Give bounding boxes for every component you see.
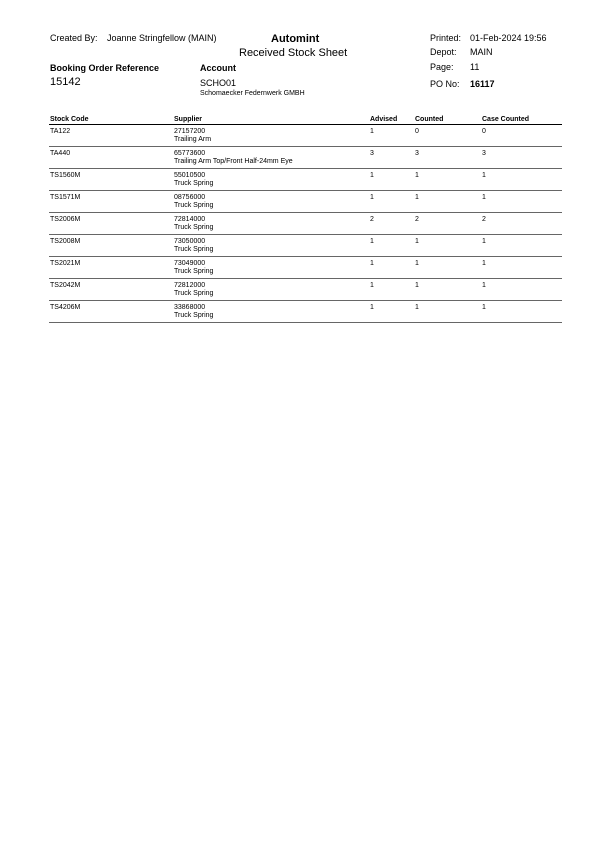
supplier-cell <box>173 147 369 169</box>
depot-value: MAIN <box>470 47 493 57</box>
supplier-cell <box>173 257 369 279</box>
supplier-cell <box>173 191 369 213</box>
item-description: Truck Spring <box>174 224 214 231</box>
counted-cell: 1 <box>414 169 481 191</box>
counted-cell: 3 <box>414 147 481 169</box>
stock-code-cell: TS1560M <box>49 169 173 191</box>
advised-cell: 1 <box>369 279 414 301</box>
po-value: 16117 <box>470 79 495 89</box>
item-description: Trailing Arm Top/Front Half-24mm Eye <box>174 158 293 165</box>
stock-code-cell: TS2042M <box>49 279 173 301</box>
advised-cell: 1 <box>369 191 414 213</box>
case-counted-cell: 0 <box>481 125 562 147</box>
counted-cell: 1 <box>414 301 481 323</box>
item-description: Truck Spring <box>174 202 214 209</box>
table-row <box>49 279 562 301</box>
case-counted-cell: 1 <box>481 235 562 257</box>
table-row <box>49 301 562 323</box>
stock-code-cell: TA122 <box>49 125 173 147</box>
supplier-code: 33868000 <box>174 304 206 311</box>
counted-cell: 0 <box>414 125 481 147</box>
advised-cell: 1 <box>369 301 414 323</box>
advised-cell: 1 <box>369 235 414 257</box>
supplier-code: 73050000 <box>174 238 206 245</box>
item-description: Truck Spring <box>174 312 214 319</box>
table-row <box>49 169 562 191</box>
created-by-value: Joanne Stringfellow (MAIN) <box>107 33 217 43</box>
stock-code-cell: TS1571M <box>49 191 173 213</box>
column-header-stock-code: Stock Code <box>49 114 173 125</box>
supplier-code: 08756000 <box>174 194 206 201</box>
counted-cell: 1 <box>414 191 481 213</box>
supplier-code: 27157200 <box>174 128 206 135</box>
counted-cell: 2 <box>414 213 481 235</box>
supplier-code: 65773600 <box>174 150 206 157</box>
stock-table <box>49 114 562 323</box>
account-code: SCHO01 <box>200 78 237 88</box>
case-counted-cell: 1 <box>481 191 562 213</box>
stock-code-cell: TS2021M <box>49 257 173 279</box>
printed-label: Printed: <box>430 33 462 43</box>
item-description: Truck Spring <box>174 268 214 275</box>
column-header-advised: Advised <box>369 114 414 125</box>
stock-code-cell: TA440 <box>49 147 173 169</box>
item-description: Truck Spring <box>174 180 214 187</box>
column-header-counted: Counted <box>414 114 481 125</box>
table-row <box>49 213 562 235</box>
stock-code-cell: TS4206M <box>49 301 173 323</box>
table-row <box>49 257 562 279</box>
advised-cell: 3 <box>369 147 414 169</box>
column-header-case-counted: Case Counted <box>481 114 562 125</box>
column-header-supplier: Supplier <box>173 114 369 125</box>
table-row <box>49 235 562 257</box>
created-by-label: Created By: <box>50 33 98 43</box>
supplier-code: 55010500 <box>174 172 206 179</box>
table-row <box>49 191 562 213</box>
table-header-row <box>49 114 562 125</box>
supplier-code: 73049000 <box>174 260 206 267</box>
advised-cell: 1 <box>369 169 414 191</box>
counted-cell: 1 <box>414 257 481 279</box>
case-counted-cell: 2 <box>481 213 562 235</box>
stock-code-cell: TS2006M <box>49 213 173 235</box>
case-counted-cell: 1 <box>481 279 562 301</box>
counted-cell: 1 <box>414 235 481 257</box>
supplier-cell <box>173 235 369 257</box>
item-description: Truck Spring <box>174 246 214 253</box>
account-name: Schomaecker Federnwerk GMBH <box>200 90 305 97</box>
supplier-cell <box>173 169 369 191</box>
advised-cell: 1 <box>369 125 414 147</box>
table-row <box>49 125 562 147</box>
advised-cell: 1 <box>369 257 414 279</box>
printed-value: 01-Feb-2024 19:56 <box>470 33 547 43</box>
case-counted-cell: 1 <box>481 301 562 323</box>
supplier-cell <box>173 125 369 147</box>
sheet-title: Received Stock Sheet <box>239 47 348 59</box>
case-counted-cell: 3 <box>481 147 562 169</box>
supplier-code: 72814000 <box>174 216 206 223</box>
supplier-code: 72812000 <box>174 282 206 289</box>
booking-ref-label: Booking Order Reference <box>50 63 160 73</box>
depot-label: Depot: <box>430 47 457 57</box>
advised-cell: 2 <box>369 213 414 235</box>
table-row <box>49 147 562 169</box>
page-value: 11 <box>470 62 480 72</box>
stock-code-cell: TS2008M <box>49 235 173 257</box>
page-label: Page: <box>430 62 454 72</box>
po-label: PO No: <box>430 79 460 89</box>
app-title: Automint <box>271 33 320 45</box>
booking-ref-value: 15142 <box>50 76 81 88</box>
case-counted-cell: 1 <box>481 257 562 279</box>
supplier-cell <box>173 279 369 301</box>
supplier-cell <box>173 301 369 323</box>
item-description: Trailing Arm <box>174 136 212 143</box>
counted-cell: 1 <box>414 279 481 301</box>
item-description: Truck Spring <box>174 290 214 297</box>
supplier-cell <box>173 213 369 235</box>
case-counted-cell: 1 <box>481 169 562 191</box>
account-label: Account <box>200 63 236 73</box>
